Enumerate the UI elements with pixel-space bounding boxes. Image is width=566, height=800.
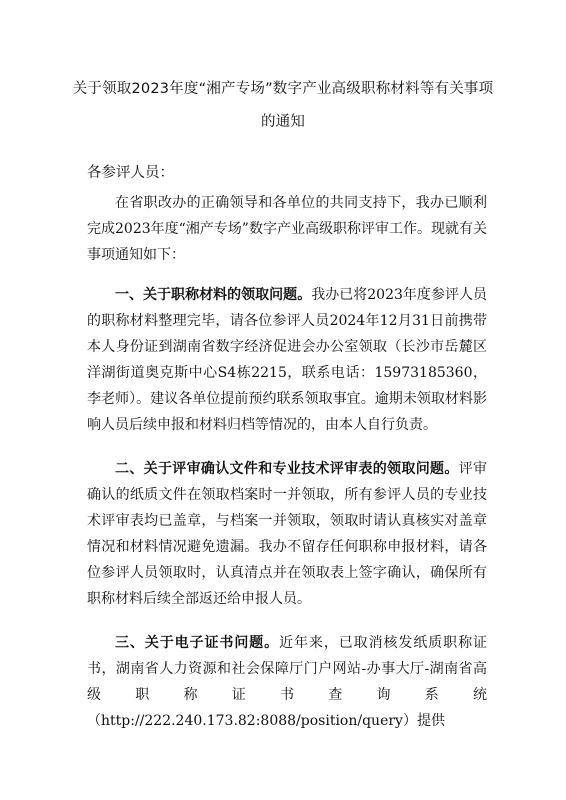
- section-3-body: 近年来，已取消核发纸质职称证书，湖南省人力资源和社会保障厅门户网站-办事大厅-湖南省高级职称证书查询系统（http://222.240.173.82:8088/position/query）提供: [87, 635, 488, 729]
- salutation: 各参评人员：: [87, 165, 174, 181]
- section-1-paragraph: [87, 282, 487, 438]
- intro-paragraph: 在省职改办的正确领导和各单位的共同支持下，我办已顺利完成2023年度“湘产专场”数字产业高级职称评审工作。现就有关事项通知如下：: [87, 195, 487, 263]
- section-3-heading: 三、关于电子证书问题。: [115, 635, 280, 651]
- section-1-heading: 一、关于职称材料的领取问题。: [115, 287, 312, 303]
- section-2-paragraph: [87, 456, 487, 612]
- document-title: 关于领取2023年度“湘产专场”数字产业高级职称材料等有关事项的通知: [72, 81, 494, 130]
- section-2-heading: 二、关于评审确认文件和专业技术评审表的领取问题。: [115, 461, 459, 477]
- section-1-body: 我办已将2023年度参评人员的职称材料整理完毕，请各位参评人员2024年12月31日前携带本人身份证到湖南省数字经济促进会办公室领取（长沙市岳麓区洋湖街道奥克斯中心S4栋2215，联系电话：15973185360，李老师）。建议各单位提前预约联系领取事宜。逾期未领取材料影响人员后续申报和材料归档等情况的，由本人自行负责。: [87, 287, 487, 433]
- section-3-paragraph: [87, 630, 487, 734]
- section-2-body: 评审确认的纸质文件在领取档案时一并领取，所有参评人员的专业技术评审表均已盖章，与档案一并领取，领取时请认真核实对盖章情况和材料情况避免遗漏。我办不留存任何职称申报材料，请各位参评人员领取时，认真清点并在领取表上签字确认，确保所有职称材料后续全部返还给申报人员。: [87, 461, 488, 607]
